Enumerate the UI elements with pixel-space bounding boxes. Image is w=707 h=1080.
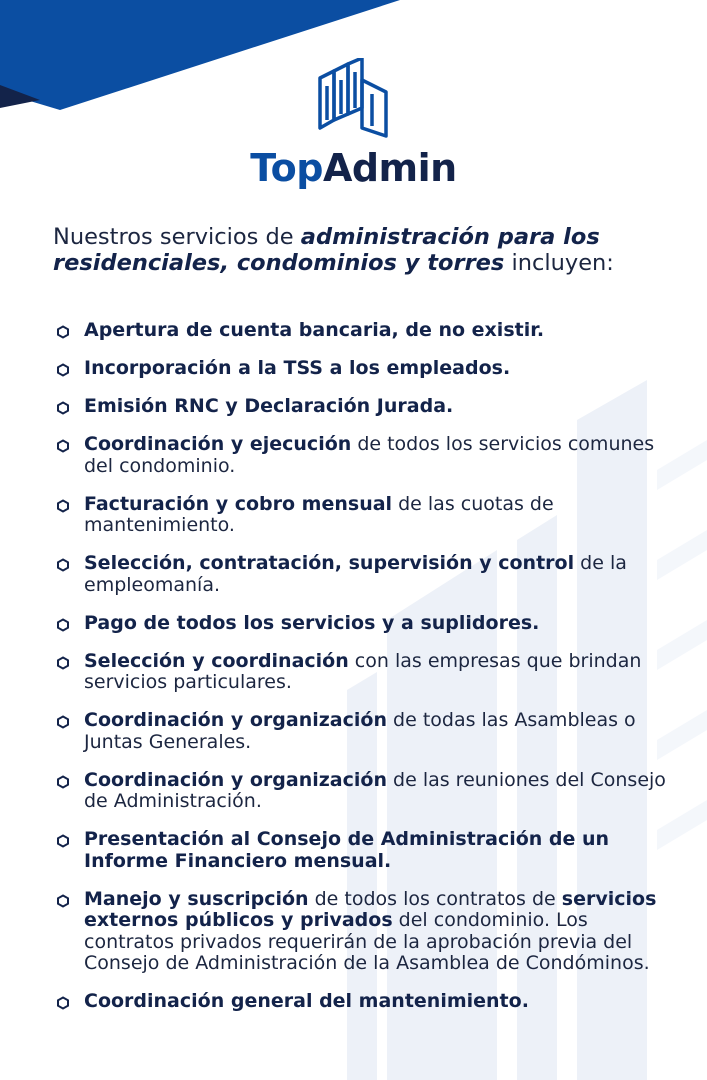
hexagon-bullet-icon <box>56 715 70 729</box>
intro-text <box>53 224 673 276</box>
service-item <box>56 889 666 975</box>
service-item <box>56 553 666 596</box>
service-detail: de todos los contratos de <box>308 887 562 910</box>
service-title: Manejo y suscripción <box>84 887 309 910</box>
service-title: Coordinación y organización <box>84 768 387 791</box>
service-title: Emisión RNC y Declaración Jurada. <box>84 395 454 417</box>
service-title: Apertura de cuenta bancaria, de no existir. <box>84 319 545 341</box>
service-detail: con las empresas que brindan servicios particulares. <box>84 649 642 693</box>
building-logo-icon <box>314 58 394 138</box>
hexagon-bullet-icon <box>56 894 70 908</box>
service-item <box>56 710 666 753</box>
hexagon-bullet-icon <box>56 558 70 572</box>
service-title: Incorporación a la TSS a los empleados. <box>84 357 511 379</box>
service-detail: de todas las Asambleas o Juntas Generales. <box>84 709 636 753</box>
service-item <box>56 320 666 342</box>
hexagon-bullet-icon <box>56 834 70 848</box>
hexagon-bullet-icon <box>56 618 70 632</box>
service-detail: de la empleomanía. <box>84 552 627 596</box>
service-item <box>56 651 666 694</box>
hexagon-bullet-icon <box>56 996 70 1010</box>
service-title: Selección, contratación, supervisión y control <box>84 552 575 574</box>
hexagon-bullet-icon <box>56 363 70 377</box>
hexagon-bullet-icon <box>56 325 70 339</box>
service-title: Presentación al Consejo de Administración de un Informe Financiero mensual. <box>84 828 610 872</box>
service-detail-secondary: del condominio. Los contratos privados requerirán de la aprobación previa del Consejo de Administración de la Asamblea de Condóminos. <box>84 909 650 974</box>
service-detail: de las cuotas de mantenimiento. <box>84 492 554 536</box>
services-list <box>56 320 666 1029</box>
service-item <box>56 829 666 872</box>
intro-emphasis: administración para los residenciales, condominios y torres <box>53 224 600 276</box>
service-detail: de todos los servicios comunes del condominio. <box>84 433 655 477</box>
service-title: Coordinación general del mantenimiento. <box>84 990 529 1012</box>
hexagon-bullet-icon <box>56 656 70 670</box>
service-item <box>56 358 666 380</box>
intro-suffix: incluyen: <box>504 250 614 276</box>
service-title: Selección y coordinación <box>84 649 349 672</box>
service-title: Coordinación y ejecución <box>84 433 352 455</box>
hexagon-bullet-icon <box>56 439 70 453</box>
service-item <box>56 770 666 813</box>
intro-prefix: Nuestros servicios de <box>53 224 301 250</box>
hexagon-bullet-icon <box>56 775 70 789</box>
brand-name-admin: Admin <box>322 146 457 190</box>
service-title-secondary: servicios externos públicos y privados <box>84 887 657 931</box>
brand-name-top: Top <box>250 146 323 190</box>
service-detail: de las reuniones del Consejo de Administración. <box>84 768 666 812</box>
hexagon-bullet-icon <box>56 499 70 513</box>
service-item <box>56 991 666 1013</box>
service-item <box>56 494 666 537</box>
brand-logo <box>0 58 707 192</box>
brand-wordmark <box>0 144 707 192</box>
service-item <box>56 396 666 418</box>
service-item <box>56 613 666 635</box>
service-title: Pago de todos los servicios y a suplidores. <box>84 611 540 634</box>
service-title: Coordinación y organización <box>84 709 387 731</box>
hexagon-bullet-icon <box>56 401 70 415</box>
service-item <box>56 434 666 477</box>
service-title: Facturación y cobro mensual <box>84 492 393 515</box>
